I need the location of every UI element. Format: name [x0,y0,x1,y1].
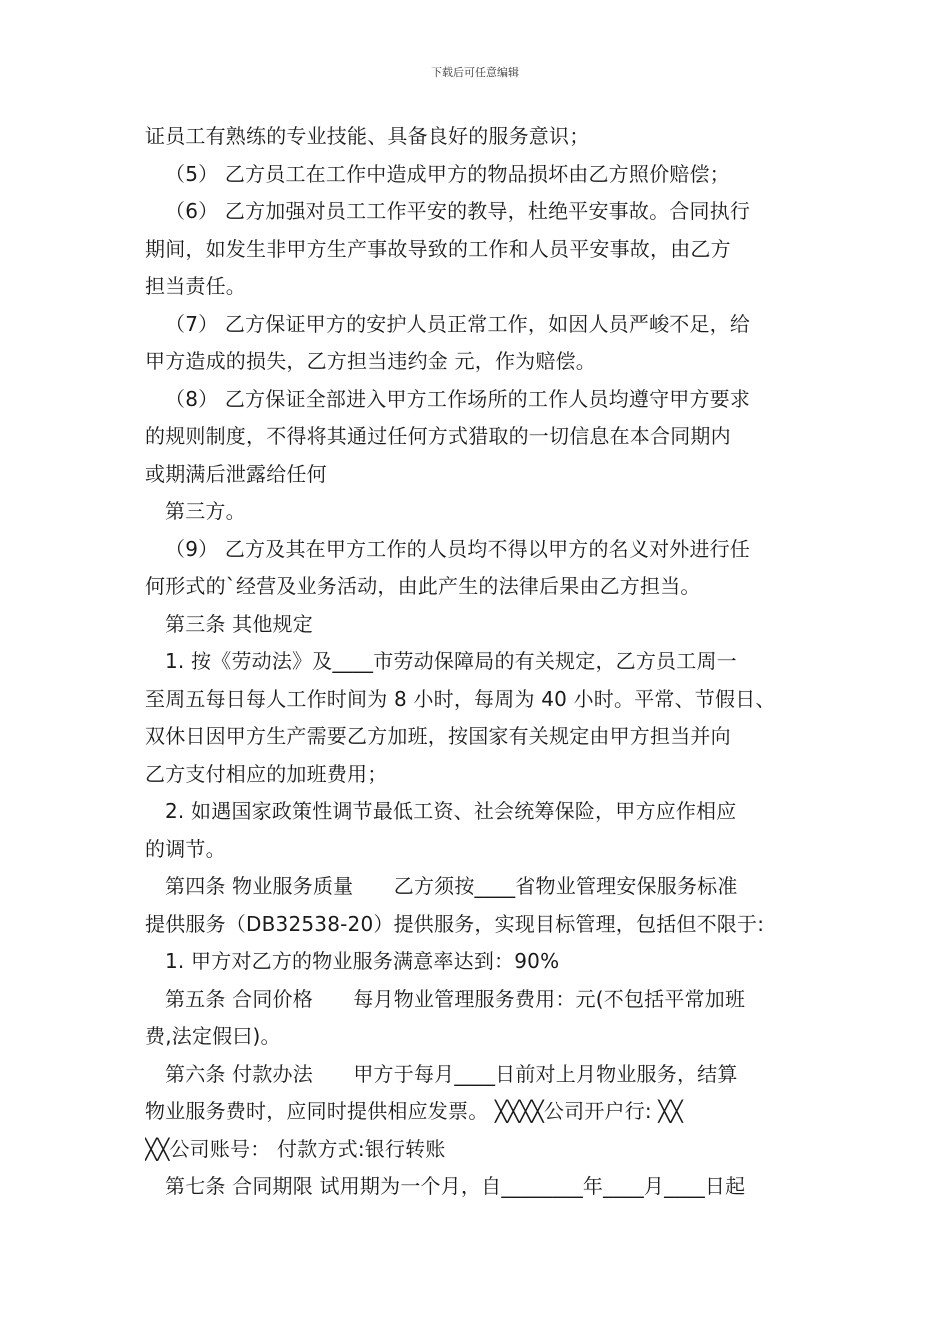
text-line: 1. 按《劳动法》及____市劳动保障局的有关规定，乙方员工周一 [165,649,737,673]
text-line: （5） 乙方员工在工作中造成甲方的物品损坏由乙方照价赔偿； [165,161,730,186]
text-line: 的规则制度，不得将其通过任何方式猎取的一切信息在本合同期内 [145,424,731,448]
text-line: （8） 乙方保证全部进入甲方工作场所的工作人员均遵守甲方要求 [165,386,751,411]
text-line: 乙方支付相应的加班费用； [145,761,388,786]
page-header: 下载后可任意编辑 [431,66,519,79]
text-line: 费,法定假曰)。 [145,1024,281,1048]
text-line: 证员工有熟练的专业技能、具备良好的服务意识； [145,124,590,148]
text-line: （7） 乙方保证甲方的安护人员正常工作，如因人员严峻不足，给 [165,311,751,336]
text-line: 第三方。 [165,499,246,523]
text-line: 2. 如遇国家政策性调节最低工资、社会统筹保险，甲方应作相应 [165,799,737,823]
text-line: 提供服务（DB32538-20）提供服务，实现目标管理，包括但不限于: [145,911,765,936]
text-line: ╳╳公司账号： 付款方式:银行转账 [145,1136,446,1161]
text-line: 第四条 物业服务质量 乙方须按____省物业管理安保服务标准 [165,874,738,898]
text-line: 第五条 合同价格 每月物业管理服务费用：元(不包括平常加班 [165,986,746,1011]
document-body [145,118,815,1206]
text-line: 第七条 合同期限 试用期为一个月，自________年____月____日起 [165,1174,746,1198]
text-line: 何形式的`经营及业务活动，由此产生的法律后果由乙方担当。 [145,574,701,598]
text-line: 或期满后泄露给任何 [145,461,327,486]
text-line: 1. 甲方对乙方的物业服务满意率达到：90% [165,949,560,973]
text-line: 的调节。 [145,836,226,861]
text-line: 至周五每日每人工作时间为 8 小时，每周为 40 小时。平常、节假日、 [145,686,776,711]
text-line: 期间，如发生非甲方生产事故导致的工作和人员平安事故，由乙方 [145,236,731,261]
text-line: 第六条 付款办法 甲方于每月____日前对上月物业服务，结算 [165,1061,738,1086]
text-line: 物业服务费时，应同时提供相应发票。 ╳╳╳╳公司开户行: ╳╳ [145,1099,683,1123]
text-line: 甲方造成的损失，乙方担当违约金 元，作为赔偿。 [145,349,596,373]
text-line: （6） 乙方加强对员工工作平安的教导，杜绝平安事故。合同执行 [165,199,751,223]
text-line: 担当责任。 [145,274,246,298]
text-line: 双休日因甲方生产需要乙方加班，按国家有关规定由甲方担当并向 [145,724,731,748]
text-line: （9） 乙方及其在甲方工作的人员均不得以甲方的名义对外进行任 [165,536,751,561]
text-line: 第三条 其他规定 [165,611,313,636]
